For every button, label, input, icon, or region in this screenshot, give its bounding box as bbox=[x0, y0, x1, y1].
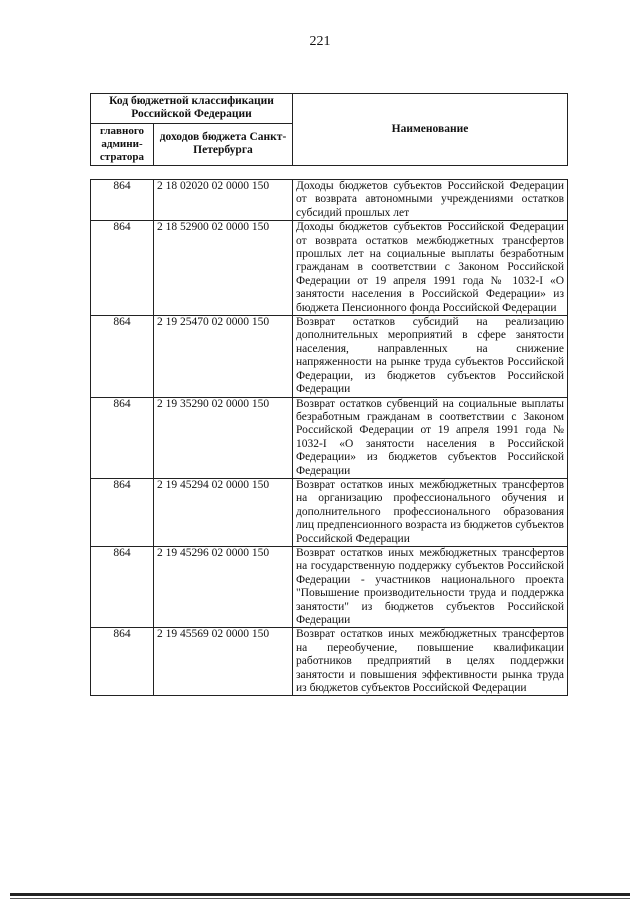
name-cell: Возврат остатков иных межбюджетных трансфертов на переобучение, повышение квалификации работников предприятий в целях поддержки занятости и повышения эффективности рынка труда из бюджетов субъектов Российской Федерации bbox=[293, 628, 568, 696]
table-row bbox=[91, 546, 568, 627]
table-row bbox=[91, 478, 568, 546]
name-cell: Возврат остатков иных межбюджетных трансфертов на государственную поддержку субъектов Российской Федерации - участников национального проекта "Повышение производительности труда и поддержка занятости" из бюджетов субъектов Российской Федерации bbox=[293, 546, 568, 627]
header-admin-column: главного админи-стратора bbox=[91, 123, 154, 165]
income-code-cell: 2 19 45569 02 0000 150 bbox=[154, 628, 293, 696]
table-row bbox=[91, 316, 568, 397]
name-cell: Возврат остатков иных межбюджетных трансфертов на организацию профессионального обучения и дополнительного профессионального образования лиц предпенсионного возраста из бюджетов субъектов Российской Федерации bbox=[293, 478, 568, 546]
admin-code-cell: 864 bbox=[91, 221, 154, 316]
table-row bbox=[91, 221, 568, 316]
header-income-column: доходов бюджета Санкт-Петербурга bbox=[154, 123, 293, 165]
income-code-cell: 2 19 35290 02 0000 150 bbox=[154, 397, 293, 478]
income-code-cell: 2 19 45296 02 0000 150 bbox=[154, 546, 293, 627]
page-number: 221 bbox=[309, 34, 331, 49]
income-code-cell: 2 18 52900 02 0000 150 bbox=[154, 221, 293, 316]
income-code-cell: 2 18 02020 02 0000 150 bbox=[154, 180, 293, 221]
table-header bbox=[90, 93, 568, 166]
table-body bbox=[91, 180, 568, 696]
income-code-cell: 2 19 25470 02 0000 150 bbox=[154, 316, 293, 397]
admin-code-cell: 864 bbox=[91, 316, 154, 397]
admin-code-cell: 864 bbox=[91, 478, 154, 546]
table-row bbox=[91, 397, 568, 478]
name-cell: Доходы бюджетов субъектов Российской Федерации от возврата остатков межбюджетных трансфертов прошлых лет на социальные выплаты безработным гражданам в соответствии с Законом Российской Федерации от 19 апреля 1991 года № 1032-I «О занятости населения в Российской Федерации» из бюджета Пенсионного фонда Российской Федерации bbox=[293, 221, 568, 316]
table-row bbox=[91, 180, 568, 221]
name-cell: Возврат остатков субсидий на реализацию дополнительных мероприятий в сфере занятости населения, направленных на снижение напряженности на рынке труда субъектов Российской Федерации, из бюджетов субъектов Российской Федерации bbox=[293, 316, 568, 397]
bottom-rule bbox=[10, 893, 630, 896]
header-group-title: Код бюджетной классификации Российской Федерации bbox=[91, 94, 293, 124]
admin-code-cell: 864 bbox=[91, 628, 154, 696]
table-row bbox=[91, 628, 568, 696]
name-cell: Доходы бюджетов субъектов Российской Федерации от возврата автономными учреждениями остатков субсидий прошлых лет bbox=[293, 180, 568, 221]
admin-code-cell: 864 bbox=[91, 546, 154, 627]
income-code-cell: 2 19 45294 02 0000 150 bbox=[154, 478, 293, 546]
bottom-rule-thin bbox=[10, 898, 630, 899]
admin-code-cell: 864 bbox=[91, 397, 154, 478]
admin-code-cell: 864 bbox=[91, 180, 154, 221]
budget-code-table bbox=[90, 179, 568, 696]
header-name-column: Наименование bbox=[293, 94, 568, 166]
name-cell: Возврат остатков субвенций на социальные выплаты безработным гражданам в соответствии с Законом Российской Федерации от 19 апреля 1991 года № 1032-I «О занятости населения в Российской Федерации» из бюджетов субъектов Российской Федерации bbox=[293, 397, 568, 478]
